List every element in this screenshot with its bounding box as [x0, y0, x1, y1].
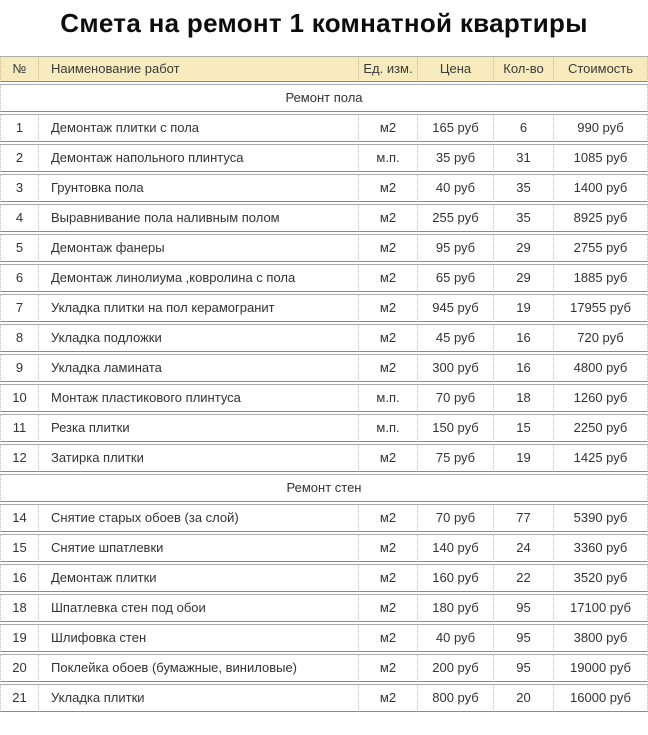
- price-cell: 45 руб: [417, 324, 493, 352]
- work-name-cell: Демонтаж фанеры: [38, 234, 358, 262]
- unit-cell: м2: [358, 624, 417, 652]
- row-number-cell: 5: [0, 234, 38, 262]
- price-cell: 35 руб: [417, 144, 493, 172]
- table-header-row: [0, 56, 648, 82]
- table-row: [0, 624, 648, 652]
- unit-cell: м2: [358, 564, 417, 592]
- cost-cell: 3520 руб: [553, 564, 648, 592]
- work-name-cell: Поклейка обоев (бумажные, виниловые): [38, 654, 358, 682]
- unit-cell: м2: [358, 294, 417, 322]
- section-title: Ремонт стен: [0, 474, 648, 502]
- row-number-cell: 2: [0, 144, 38, 172]
- cost-cell: 19000 руб: [553, 654, 648, 682]
- quantity-cell: 31: [493, 144, 553, 172]
- price-cell: 180 руб: [417, 594, 493, 622]
- price-cell: 165 руб: [417, 114, 493, 142]
- row-number-cell: 9: [0, 354, 38, 382]
- work-name-cell: Выравнивание пола наливным полом: [38, 204, 358, 232]
- cost-cell: 3800 руб: [553, 624, 648, 652]
- col-header-unit: Ед. изм.: [358, 56, 417, 82]
- table-row: [0, 654, 648, 682]
- price-cell: 200 руб: [417, 654, 493, 682]
- section-row: [0, 474, 648, 502]
- price-cell: 75 руб: [417, 444, 493, 472]
- table-row: [0, 384, 648, 412]
- price-cell: 95 руб: [417, 234, 493, 262]
- unit-cell: м2: [358, 654, 417, 682]
- cost-cell: 2250 руб: [553, 414, 648, 442]
- unit-cell: м.п.: [358, 414, 417, 442]
- quantity-cell: 95: [493, 654, 553, 682]
- row-number-cell: 8: [0, 324, 38, 352]
- cost-cell: 3360 руб: [553, 534, 648, 562]
- price-cell: 65 руб: [417, 264, 493, 292]
- price-cell: 160 руб: [417, 564, 493, 592]
- work-name-cell: Демонтаж напольного плинтуса: [38, 144, 358, 172]
- work-name-cell: Демонтаж плитки с пола: [38, 114, 358, 142]
- quantity-cell: 35: [493, 174, 553, 202]
- row-number-cell: 18: [0, 594, 38, 622]
- unit-cell: м2: [358, 234, 417, 262]
- row-number-cell: 3: [0, 174, 38, 202]
- table-row: [0, 294, 648, 322]
- table-row: [0, 354, 648, 382]
- cost-cell: 4800 руб: [553, 354, 648, 382]
- price-cell: 70 руб: [417, 384, 493, 412]
- work-name-cell: Шпатлевка стен под обои: [38, 594, 358, 622]
- cost-cell: 5390 руб: [553, 504, 648, 532]
- work-name-cell: Демонтаж линолиума ,ковролина с пола: [38, 264, 358, 292]
- price-cell: 150 руб: [417, 414, 493, 442]
- quantity-cell: 29: [493, 264, 553, 292]
- cost-cell: 990 руб: [553, 114, 648, 142]
- cost-cell: 2755 руб: [553, 234, 648, 262]
- cost-cell: 1400 руб: [553, 174, 648, 202]
- unit-cell: м2: [358, 504, 417, 532]
- col-header-quantity: Кол-во: [493, 56, 553, 82]
- row-number-cell: 1: [0, 114, 38, 142]
- page-title: Смета на ремонт 1 комнатной квартиры: [60, 8, 588, 38]
- cost-cell: 1885 руб: [553, 264, 648, 292]
- table-row: [0, 144, 648, 172]
- unit-cell: м2: [358, 684, 417, 712]
- price-cell: 140 руб: [417, 534, 493, 562]
- work-name-cell: Укладка подложки: [38, 324, 358, 352]
- unit-cell: м2: [358, 324, 417, 352]
- quantity-cell: 19: [493, 444, 553, 472]
- section-title: Ремонт пола: [0, 84, 648, 112]
- unit-cell: м2: [358, 444, 417, 472]
- work-name-cell: Затирка плитки: [38, 444, 358, 472]
- price-cell: 70 руб: [417, 504, 493, 532]
- work-name-cell: Демонтаж плитки: [38, 564, 358, 592]
- cost-cell: 16000 руб: [553, 684, 648, 712]
- col-header-price: Цена: [417, 56, 493, 82]
- table-body: [0, 84, 648, 712]
- unit-cell: м2: [358, 594, 417, 622]
- estimate-table: [0, 54, 648, 714]
- price-cell: 255 руб: [417, 204, 493, 232]
- cost-cell: 17955 руб: [553, 294, 648, 322]
- row-number-cell: 6: [0, 264, 38, 292]
- cost-cell: 1425 руб: [553, 444, 648, 472]
- table-row: [0, 564, 648, 592]
- unit-cell: м2: [358, 354, 417, 382]
- cost-cell: 1260 руб: [553, 384, 648, 412]
- table-row: [0, 324, 648, 352]
- quantity-cell: 6: [493, 114, 553, 142]
- unit-cell: м2: [358, 114, 417, 142]
- quantity-cell: 18: [493, 384, 553, 412]
- table-row: [0, 204, 648, 232]
- row-number-cell: 11: [0, 414, 38, 442]
- row-number-cell: 4: [0, 204, 38, 232]
- table-row: [0, 594, 648, 622]
- table-row: [0, 414, 648, 442]
- quantity-cell: 24: [493, 534, 553, 562]
- table-row: [0, 174, 648, 202]
- estimate-page: [0, 6, 648, 714]
- price-cell: 945 руб: [417, 294, 493, 322]
- work-name-cell: Укладка ламината: [38, 354, 358, 382]
- row-number-cell: 16: [0, 564, 38, 592]
- work-name-cell: Монтаж пластикового плинтуса: [38, 384, 358, 412]
- table-row: [0, 504, 648, 532]
- table-row: [0, 264, 648, 292]
- quantity-cell: 16: [493, 324, 553, 352]
- cost-cell: 17100 руб: [553, 594, 648, 622]
- row-number-cell: 21: [0, 684, 38, 712]
- table-row: [0, 234, 648, 262]
- cost-cell: 720 руб: [553, 324, 648, 352]
- table-row: [0, 684, 648, 712]
- work-name-cell: Укладка плитки: [38, 684, 358, 712]
- quantity-cell: 22: [493, 564, 553, 592]
- row-number-cell: 14: [0, 504, 38, 532]
- quantity-cell: 19: [493, 294, 553, 322]
- row-number-cell: 12: [0, 444, 38, 472]
- unit-cell: м.п.: [358, 144, 417, 172]
- unit-cell: м2: [358, 534, 417, 562]
- col-header-number: №: [0, 56, 38, 82]
- quantity-cell: 77: [493, 504, 553, 532]
- price-cell: 40 руб: [417, 624, 493, 652]
- work-name-cell: Резка плитки: [38, 414, 358, 442]
- unit-cell: м.п.: [358, 384, 417, 412]
- quantity-cell: 95: [493, 594, 553, 622]
- work-name-cell: Снятие шпатлевки: [38, 534, 358, 562]
- row-number-cell: 19: [0, 624, 38, 652]
- work-name-cell: Грунтовка пола: [38, 174, 358, 202]
- table-row: [0, 534, 648, 562]
- price-cell: 800 руб: [417, 684, 493, 712]
- section-row: [0, 84, 648, 112]
- row-number-cell: 7: [0, 294, 38, 322]
- row-number-cell: 15: [0, 534, 38, 562]
- quantity-cell: 15: [493, 414, 553, 442]
- price-cell: 40 руб: [417, 174, 493, 202]
- row-number-cell: 20: [0, 654, 38, 682]
- table-row: [0, 114, 648, 142]
- quantity-cell: 29: [493, 234, 553, 262]
- work-name-cell: Снятие старых обоев (за слой): [38, 504, 358, 532]
- cost-cell: 8925 руб: [553, 204, 648, 232]
- quantity-cell: 20: [493, 684, 553, 712]
- quantity-cell: 35: [493, 204, 553, 232]
- work-name-cell: Укладка плитки на пол керамогранит: [38, 294, 358, 322]
- col-header-work-name: Наименование работ: [38, 56, 358, 82]
- quantity-cell: 95: [493, 624, 553, 652]
- cost-cell: 1085 руб: [553, 144, 648, 172]
- table-row: [0, 444, 648, 472]
- price-cell: 300 руб: [417, 354, 493, 382]
- row-number-cell: 10: [0, 384, 38, 412]
- unit-cell: м2: [358, 204, 417, 232]
- col-header-cost: Стоимость: [553, 56, 648, 82]
- quantity-cell: 16: [493, 354, 553, 382]
- work-name-cell: Шлифовка стен: [38, 624, 358, 652]
- unit-cell: м2: [358, 264, 417, 292]
- unit-cell: м2: [358, 174, 417, 202]
